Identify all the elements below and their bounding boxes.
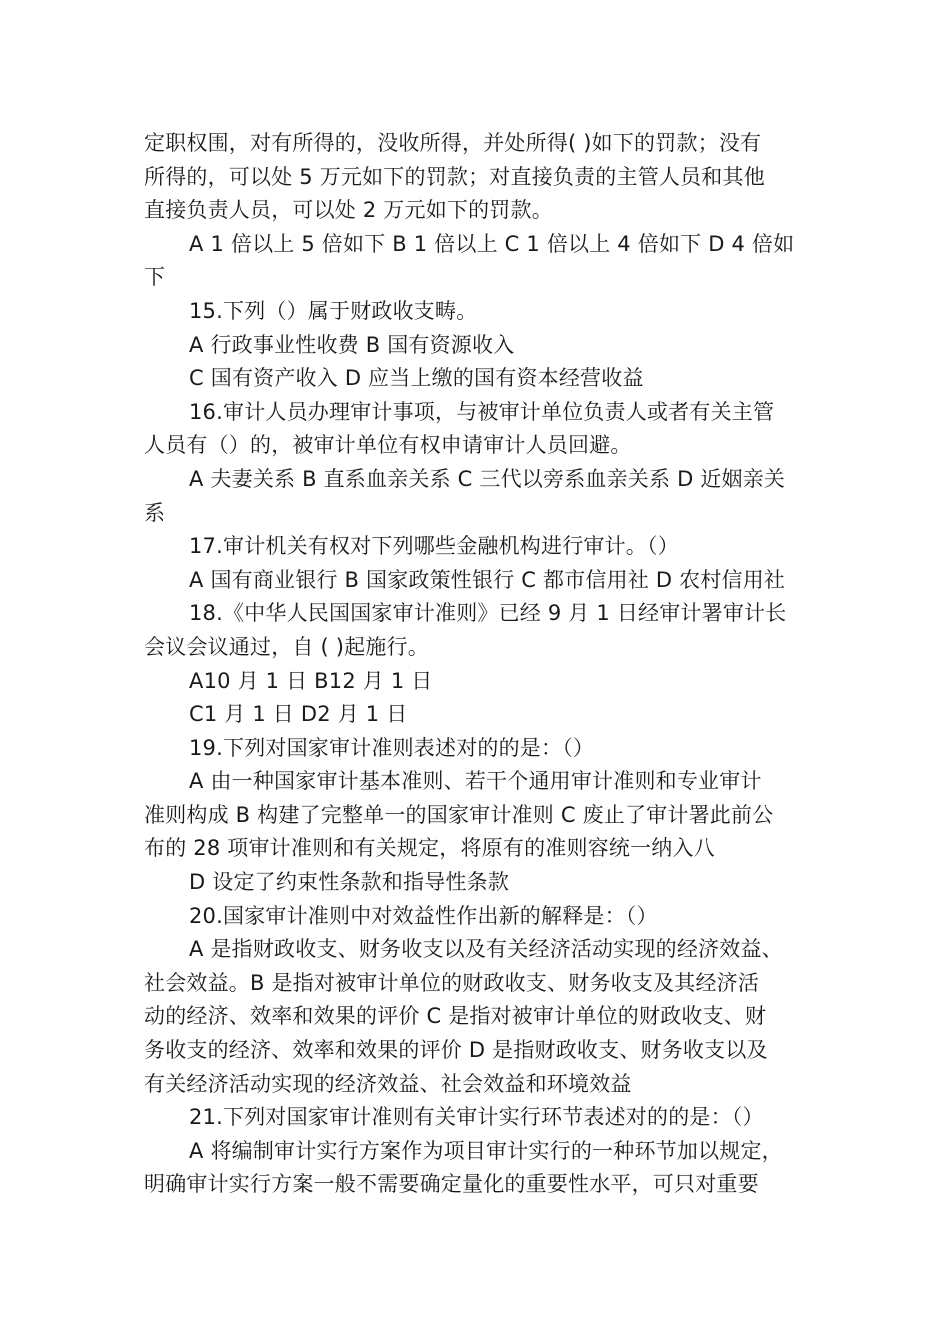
text-line: 系: [144, 500, 166, 525]
text-line: A 行政事业性收费 B 国有资源收入: [189, 332, 515, 357]
text-line: 务收支的经济、效率和效果的评价 D 是指财政收支、财务收支以及: [144, 1038, 768, 1063]
text-line: 准则构成 B 构建了完整单一的国家审计准则 C 废止了审计署此前公: [144, 802, 774, 827]
text-line: 下: [144, 265, 166, 290]
text-line: 所得的，可以处 5 万元如下的罚款；对直接负责的主管人员和其他: [144, 164, 765, 189]
text-line: A 是指财政收支、财务收支以及有关经济活动实现的经济效益、: [189, 937, 783, 962]
text-line: A 夫妻关系 B 直系血亲关系 C 三代以旁系血亲关系 D 近姻亲关: [189, 466, 786, 491]
text-line: 18.《中华人民国国家审计准则》已经 9 月 1 日经审计署审计长: [189, 601, 787, 626]
text-line: 社会效益。B 是指对被审计单位的财政收支、财务收支及其经济活: [144, 970, 760, 995]
text-line: 明确审计实行方案一般不需要确定量化的重要性水平，可只对重要: [144, 1172, 759, 1197]
text-line: A 1 倍以上 5 倍如下 B 1 倍以上 C 1 倍以上 4 倍如下 D 4 倍如: [189, 231, 795, 256]
text-line: 21.下列对国家审计准则有关审计实行环节表述对的的是：（）: [189, 1105, 764, 1130]
text-line: A 由一种国家审计基本准则、若干个通用审计准则和专业审计: [189, 769, 762, 794]
text-line: 17.审计机关有权对下列哪些金融机构进行审计。（）: [189, 534, 679, 559]
text-line: C1 月 1 日 D2 月 1 日: [189, 702, 408, 727]
text-line: 有关经济活动实现的经济效益、社会效益和环境效益: [144, 1071, 632, 1096]
text-line: D 设定了约束性条款和指导性条款: [189, 870, 510, 895]
text-line: A 国有商业银行 B 国家政策性银行 C 都市信用社 D 农村信用社: [189, 567, 786, 592]
text-line: 定职权围，对有所得的，没收所得，并处所得( )如下的罚款；没有: [144, 131, 762, 155]
text-line: C 国有资产收入 D 应当上缴的国有资本经营收益: [189, 366, 644, 391]
text-line: A 将编制审计实行方案作为项目审计实行的一种环节加以规定，: [189, 1138, 783, 1163]
text-line: A10 月 1 日 B12 月 1 日: [189, 668, 433, 693]
text-line: 16.审计人员办理审计事项，与被审计单位负责人或者有关主管: [189, 399, 775, 424]
text-line: 人员有（）的，被审计单位有权申请审计人员回避。: [144, 433, 632, 458]
text-line: 动的经济、效率和效果的评价 C 是指对被审计单位的财政收支、财: [144, 1004, 767, 1029]
text-line: 15.下列（）属于财政收支畴。: [189, 298, 478, 323]
text-line: 直接负责人员，可以处 2 万元如下的罚款。: [144, 198, 553, 223]
text-line: 20.国家审计准则中对效益性作出新的解释是：（）: [189, 903, 658, 928]
document-page: [144, 127, 808, 1202]
text-line: 布的 28 项审计准则和有关规定，将原有的准则容统一纳入八: [144, 836, 715, 861]
text-line: 19.下列对国家审计准则表述对的的是：（）: [189, 735, 595, 760]
text-line: 会议会议通过，自 ( )起施行。: [144, 634, 429, 659]
